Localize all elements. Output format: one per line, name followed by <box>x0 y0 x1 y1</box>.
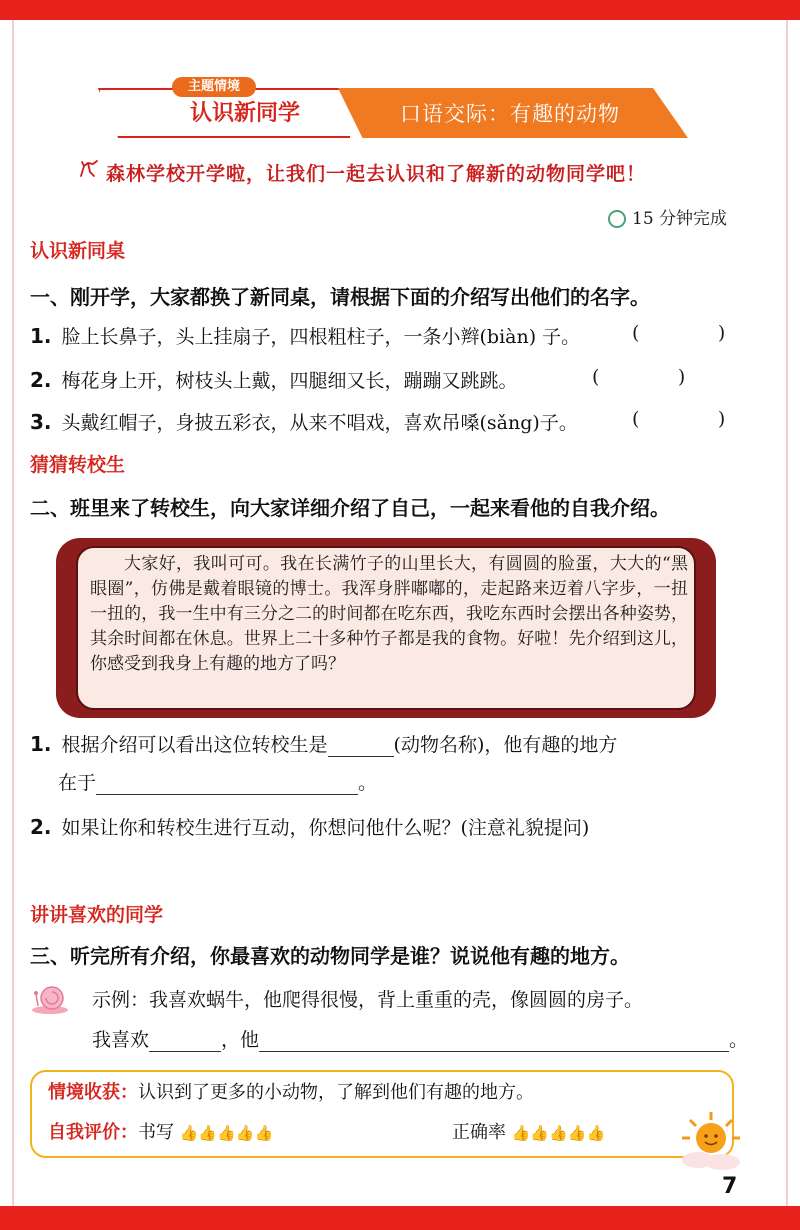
answer-blank-1[interactable]: ( ) <box>632 322 726 344</box>
theme-badge: 主题情境 <box>172 77 256 97</box>
section3-heading: 讲讲喜欢的同学 <box>30 904 164 926</box>
timer-text: 15 分钟完成 <box>632 209 728 229</box>
left-border <box>12 20 14 1206</box>
writing-rating[interactable]: 👍👍👍👍👍 <box>179 1124 274 1142</box>
harvest-line: 情境收获：认识到了更多的小动物，了解到他们有趣的地方。 <box>48 1082 534 1103</box>
answer-blank-3[interactable]: ( ) <box>632 408 726 430</box>
animal-icon <box>78 158 102 185</box>
q2-2: 2. 如果让你和转校生进行互动，你想问他什么呢？(注意礼貌提问) <box>30 815 590 839</box>
q2-1-line2: 在于 。 <box>58 772 378 794</box>
clock-icon <box>608 210 626 228</box>
reason-blank[interactable] <box>259 1029 729 1052</box>
top-red-bar <box>0 0 800 20</box>
snail-icon <box>30 980 70 1016</box>
sun-icon <box>676 1108 746 1172</box>
animal-name-blank[interactable] <box>328 734 394 757</box>
answer-blank-2[interactable]: ( ) <box>592 366 686 388</box>
bottom-red-bar <box>0 1206 800 1230</box>
intro-text: 森林学校开学啦，让我们一起去认识和了解新的动物同学吧！ <box>106 163 647 185</box>
example-line: 示例：我喜欢蜗牛，他爬得很慢，背上重重的壳，像圆圆的房子。 <box>92 989 644 1011</box>
unit-title: 认识新同学 <box>189 101 300 126</box>
accuracy-rating[interactable]: 👍👍👍👍👍 <box>511 1124 606 1142</box>
accuracy-line: 正确率 👍👍👍👍👍 <box>452 1122 606 1143</box>
section2-heading: 猜猜转校生 <box>30 454 126 476</box>
q2-1-line1: 1. 根据介绍可以看出这位转校生是 (动物名称)，他有趣的地方 <box>30 732 618 756</box>
lesson-title: 口语交际：有趣的动物 <box>400 102 620 126</box>
question1: 一、刚开学，大家都换了新同桌，请根据下面的介绍写出他们的名字。 <box>30 285 650 309</box>
section1-heading: 认识新同桌 <box>30 240 126 262</box>
question3: 三、听完所有介绍，你最喜欢的动物同学是谁？说说他有趣的地方。 <box>30 944 630 968</box>
riddle-1: 1. 脸上长鼻子，头上挂扇子，四根粗柱子，一条小辫(biàn) 子。 <box>30 324 581 348</box>
page-number: 7 <box>722 1174 738 1199</box>
interesting-point-blank[interactable] <box>96 772 358 795</box>
fill-in-line: 我喜欢 ，他 。 <box>92 1029 749 1051</box>
favorite-animal-blank[interactable] <box>149 1029 221 1052</box>
self-intro-passage: 大家好，我叫可可。我在长满竹子的山里长大，有圆圆的脸蛋，大大的“黑眼圈”，仿佛是戴着眼镜的博士。我浑身胖嘟嘟的，走起路来迈着八字步，一扭一扭的，我一生中有三分之二的时间都在吃东西，我吃东西时会摆出各种姿势，其余时间都在休息。世界上二十多种竹子都是我的食物。好啦！先介绍到这儿，你感受到我身上有趣的地方了吗？ <box>90 554 688 674</box>
riddle-2: 2. 梅花身上开，树枝头上戴，四腿细又长，蹦蹦又跳跳。 <box>30 368 518 392</box>
riddle-3: 3. 头戴红帽子，身披五彩衣，从来不唱戏，喜欢吊嗓(sǎng)子。 <box>30 410 578 434</box>
intro-line <box>78 158 728 186</box>
self-eval-line: 自我评价：书写 👍👍👍👍👍 <box>48 1122 274 1143</box>
timer <box>608 204 727 229</box>
question2: 二、班里来了转校生，向大家详细介绍了自己，一起来看他的自我介绍。 <box>30 496 670 520</box>
